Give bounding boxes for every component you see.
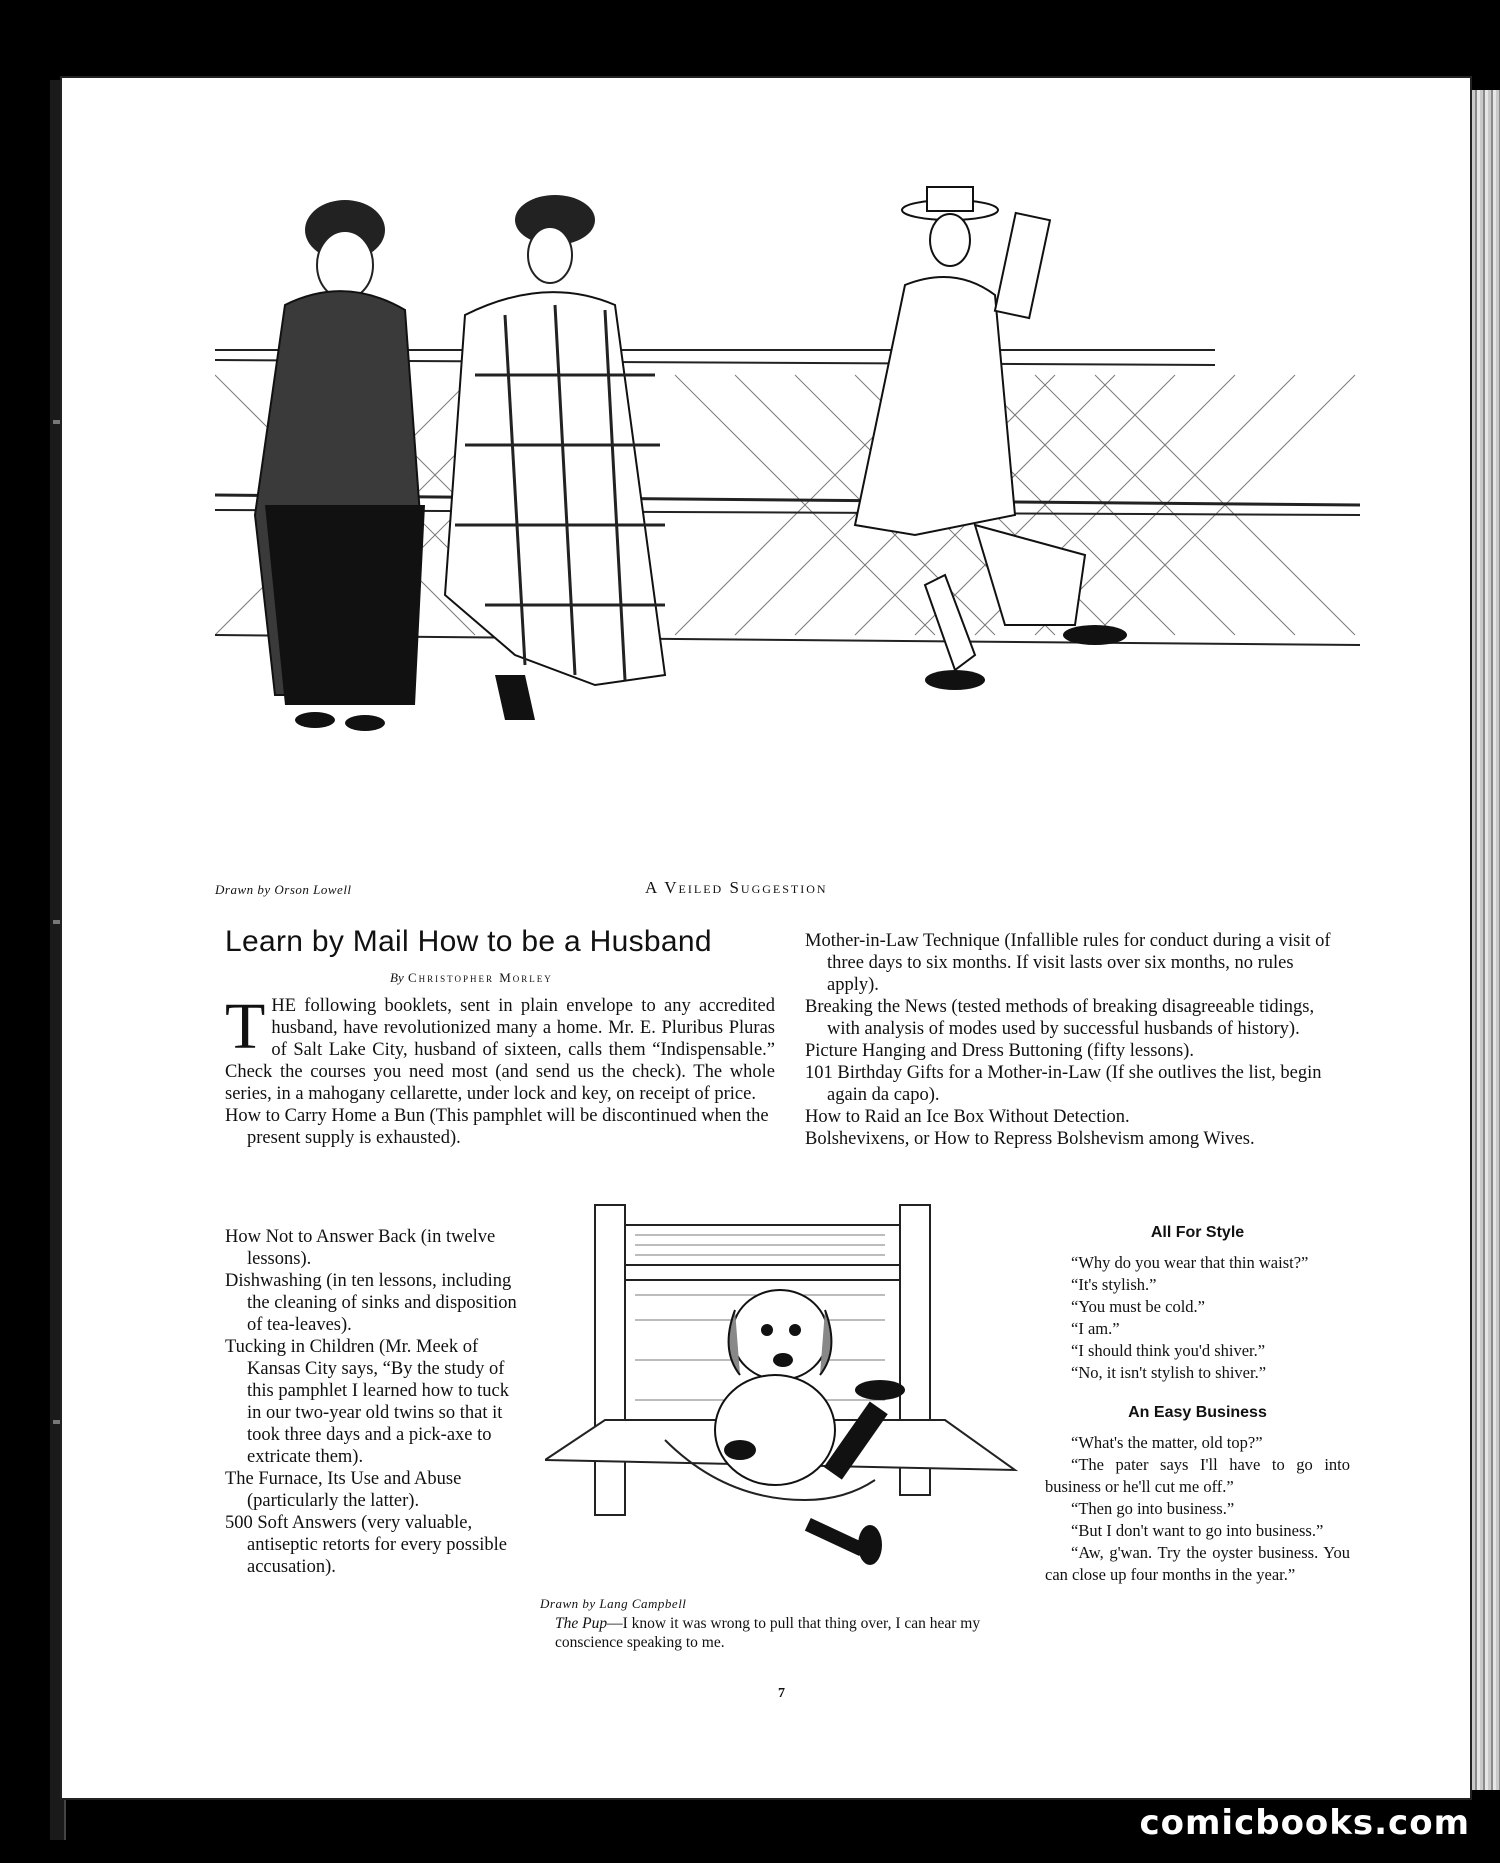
pup-caption bbox=[555, 1614, 1025, 1652]
list-item: Bolshevixens, or How to Repress Bolshevism among Wives. bbox=[805, 1129, 1255, 1149]
joke-line: “But I don't want to go into business.” bbox=[1071, 1521, 1324, 1540]
binding-stitch bbox=[53, 920, 61, 924]
intro-text: HE following booklets, sent in plain envelope to any accredited husband, have revolutionized many a home. Mr. E. Pluribus Pluras of Salt Lake City, husband of sixteen, calls them “Indispensable.” Check the courses you need most (and send us the check). The whole series, in a mahogany cellarette, under lock and key, on receipt of price. bbox=[225, 996, 775, 1104]
author-name: Christopher Morley bbox=[407, 970, 553, 985]
article-left-column bbox=[225, 990, 775, 1149]
list-item: Mother-in-Law Technique (Infallible rules for conduct during a visit of three days to six months. If visit lasts over six months, no rules apply). bbox=[805, 931, 1331, 995]
jokes-column bbox=[1045, 1222, 1350, 1586]
joke-line: “I should think you'd shiver.” bbox=[1071, 1341, 1266, 1360]
page-number: 7 bbox=[778, 1686, 785, 1701]
page-edges bbox=[1472, 90, 1500, 1790]
joke-line: “You must be cold.” bbox=[1071, 1297, 1205, 1316]
article-byline bbox=[390, 970, 553, 986]
old-woman-figure bbox=[255, 200, 425, 731]
pup-illustration bbox=[545, 1200, 1030, 1585]
list-item: How to Raid an Ice Box Without Detection. bbox=[805, 1107, 1130, 1127]
list-item: Tucking in Children (Mr. Meek of Kansas City says, “By the study of this pamphlet I learned how to tuck in our two-year old twins so that it took three days and a pick-axe to extricate them). bbox=[225, 1337, 510, 1467]
joke-line: “No, it isn't stylish to shiver.” bbox=[1071, 1363, 1267, 1382]
list-item: The Furnace, Its Use and Abuse (particularly the latter). bbox=[225, 1469, 462, 1511]
pup-credit: Drawn by Lang Campbell bbox=[540, 1596, 687, 1611]
list-item: 500 Soft Answers (very valuable, antiseptic retorts for every possible accusation). bbox=[225, 1513, 507, 1577]
illustration-caption: A Veiled Suggestion bbox=[645, 878, 828, 897]
article-right-column bbox=[805, 930, 1350, 1150]
article-title: Learn by Mail How to be a Husband bbox=[225, 925, 712, 958]
young-woman-figure bbox=[445, 195, 665, 720]
drop-cap: T bbox=[225, 990, 266, 1063]
joke-line: “The pater says I'll have to go into business or he'll cut me off.” bbox=[1045, 1455, 1350, 1496]
bench-illustration bbox=[215, 175, 1360, 890]
illustration-credit: Drawn by Orson Lowell bbox=[215, 882, 352, 897]
joke-line: “It's stylish.” bbox=[1071, 1275, 1157, 1294]
list-item: 101 Birthday Gifts for a Mother-in-Law (If she outlives the list, begin again da capo). bbox=[805, 1063, 1322, 1105]
pup-caption-title: The Pup bbox=[555, 1615, 608, 1632]
joke-line: “What's the matter, old top?” bbox=[1071, 1433, 1263, 1452]
list-item: Picture Hanging and Dress Buttoning (fifty lessons). bbox=[805, 1041, 1194, 1061]
joke-title: All For Style bbox=[1150, 1224, 1245, 1241]
joke-line: “Then go into business.” bbox=[1071, 1499, 1235, 1518]
man-reading-figure bbox=[855, 187, 1127, 690]
list-item: How Not to Answer Back (in twelve lessons). bbox=[225, 1227, 496, 1269]
article-narrow-column bbox=[225, 1226, 525, 1578]
binding-stitch bbox=[53, 1420, 61, 1424]
list-item: Breaking the News (tested methods of breaking disagreeable tidings, with analysis of modes used by successful husbands of history). bbox=[805, 997, 1315, 1039]
watermark-logo: comicbooks.com bbox=[1139, 1803, 1470, 1843]
joke-line: “Aw, g'wan. Try the oyster business. You can close up four months in the year.” bbox=[1045, 1543, 1350, 1584]
joke-line: “Why do you wear that thin waist?” bbox=[1071, 1253, 1309, 1272]
joke-line: “I am.” bbox=[1071, 1319, 1120, 1338]
binding-stitch bbox=[53, 420, 61, 424]
byline-prefix: By bbox=[390, 970, 404, 985]
article-intro bbox=[225, 990, 775, 1105]
joke-title: An Easy Business bbox=[1128, 1404, 1267, 1421]
list-item: How to Carry Home a Bun (This pamphlet will be discontinued when the present supply is exhausted). bbox=[225, 1106, 769, 1148]
pup-caption-text: —I know it was wrong to pull that thing over, I can hear my conscience speaking to me. bbox=[555, 1615, 981, 1651]
list-item: Dishwashing (in ten lessons, including the cleaning of sinks and disposition of tea-leaves). bbox=[225, 1271, 517, 1335]
